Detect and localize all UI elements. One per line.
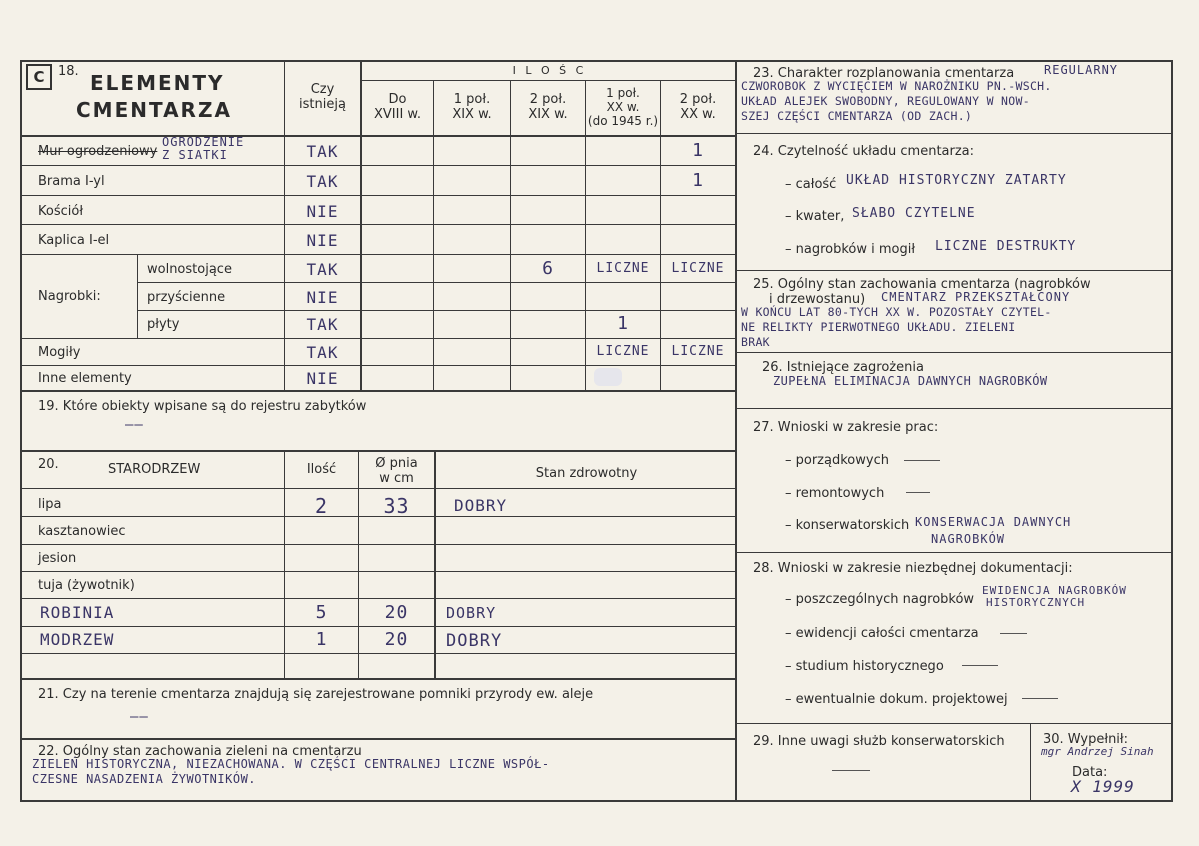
q28-ewidencji-dash xyxy=(1000,633,1027,634)
q24-kwater-label: – kwater, xyxy=(785,209,845,224)
row-wolnostojace-2xix: 6 xyxy=(542,258,554,279)
q28-question: 28. Wnioski w zakresie niezbędnej dokumentacji: xyxy=(753,561,1073,576)
q22-answer: ZIELEŃ HISTORYCZNA, NIEZACHOWANA. W CZĘŚCI CENTRALNEJ LICZNE WSPÓŁ- CZESNE NASADZENIA ŻYWOTNIKÓW. xyxy=(32,757,550,786)
row-mur-2xx: 1 xyxy=(692,140,704,161)
nagrobki-label: Nagrobki: xyxy=(38,289,101,304)
q24-kwater-answer: SŁABO CZYTELNE xyxy=(852,206,976,221)
q25-answer-first: CMENTARZ PRZEKSZTAŁCONY xyxy=(881,290,1071,304)
q21-question: 21. Czy na terenie cmentarza znajdują się zarejestrowane pomniki przyrody ew. aleje xyxy=(38,687,594,702)
q27-porzadkowych: – porządkowych xyxy=(785,453,889,468)
row-mogily-label: Mogiły xyxy=(38,345,81,360)
row-inne-czy: NIE xyxy=(306,369,339,388)
q30-signature: mgr Andrzej Sinah xyxy=(1041,745,1154,758)
q28-ewidencji: – ewidencji całości cmentarza xyxy=(785,626,979,641)
q24-calosc-label: – całość xyxy=(785,177,837,192)
tree-robinia-name: ROBINIA xyxy=(40,603,115,622)
data-label: Data: xyxy=(1072,765,1108,780)
paper-stain xyxy=(594,368,622,386)
q24-question: 24. Czytelność układu cmentarza: xyxy=(753,144,975,159)
col-czy-header: Czy istnieją xyxy=(299,82,346,112)
row-brama-czy: TAK xyxy=(306,172,339,191)
q26-question: 26. Istniejące zagrożenia xyxy=(762,360,924,375)
q22-question: 22. Ogólny stan zachowania zieleni na cmentarzu xyxy=(38,744,362,759)
q24-nagrobkow-label: – nagrobków i mogił xyxy=(785,242,916,257)
q26-answer: ZUPEŁNA ELIMINACJA DAWNYCH NAGROBKÓW xyxy=(773,374,1048,388)
q19-answer: —— xyxy=(125,417,144,433)
row-mogily-1xx: LICZNE xyxy=(596,344,650,359)
tree-lipa-qty: 2 xyxy=(314,494,329,518)
q28-studium: – studium historycznego xyxy=(785,659,944,674)
row-przyscienne-czy: NIE xyxy=(306,288,339,307)
q27-porzadkowych-dash xyxy=(904,460,940,461)
ilosc-header: I L O Ś C xyxy=(512,64,587,77)
q23-answer-rest: CZWOROBOK Z WYCIĘCIEM W NAROŻNIKU PN.-WSCH. UKŁAD ALEJEK SWOBODNY, REGULOWANY W NOW- SZEJ CZĘŚCI CMENTARZA (OD ZACH.) xyxy=(741,79,1052,123)
row-wolnostojace-czy: TAK xyxy=(306,260,339,279)
data-value: X 1999 xyxy=(1071,777,1135,796)
q27-konserwatorskich-answer: KONSERWACJA DAWNYCH NAGROBKÓW xyxy=(915,515,1072,546)
q23-question: 23. Charakter rozplanowania cmentarza xyxy=(753,66,1015,81)
tree-modrzew-diam: 20 xyxy=(384,629,409,650)
row-brama-label: Brama I-yl xyxy=(38,174,105,189)
row-kosciol-czy: NIE xyxy=(306,202,339,221)
tree-robinia-qty: 5 xyxy=(315,602,328,623)
q20-number: 20. xyxy=(38,457,59,472)
row-wolnostojace-label: wolnostojące xyxy=(147,262,232,277)
row-plyty-1xx: 1 xyxy=(617,313,629,334)
q19-question: 19. Które obiekty wpisane są do rejestru zabytków xyxy=(38,399,367,414)
row-wolnostojace-1xx: LICZNE xyxy=(596,261,650,276)
row-mur-hw-label: OGRODZENIE Z SIATKI xyxy=(162,135,245,162)
q23-answer-first: REGULARNY xyxy=(1044,63,1119,77)
row-plyty-label: płyty xyxy=(147,317,180,332)
row-przyscienne-label: przyścienne xyxy=(147,290,226,305)
q18-number: 18. xyxy=(58,64,79,79)
q29-dash xyxy=(832,770,870,771)
q28-projektowej-dash xyxy=(1022,698,1058,699)
q27-remontowych: – remontowych xyxy=(785,486,885,501)
tree-lipa-diam: 33 xyxy=(383,494,410,518)
tree-lipa-state: DOBRY xyxy=(454,496,508,515)
title-line2: CMENTARZA xyxy=(76,98,232,122)
q25-answer-rest: W KOŃCU LAT 80-TYCH XX W. POZOSTAŁY CZYTEL- NE RELIKTY PIERWOTNEGO UKŁADU. ZIELENI BRAK xyxy=(741,305,1052,349)
row-mur-czy: TAK xyxy=(306,142,339,161)
q24-nagrobkow-answer: LICZNE DESTRUKTY xyxy=(935,239,1077,254)
q27-remontowych-dash xyxy=(906,492,930,493)
q28-poszczegolnych: – poszczególnych nagrobków xyxy=(785,592,975,607)
tree-tuja-name: tuja (żywotnik) xyxy=(38,578,135,593)
tree-lipa-name: lipa xyxy=(38,497,62,512)
tree-modrzew-state: DOBRY xyxy=(446,631,503,651)
row-brama-2xx: 1 xyxy=(692,170,704,191)
q30-question: 30. Wypełnił: xyxy=(1043,732,1128,747)
row-wolnostojace-2xx: LICZNE xyxy=(671,261,725,276)
ilosc-col-header: Ilość xyxy=(306,462,337,477)
tree-robinia-state: DOBRY xyxy=(446,604,497,622)
q27-konserwatorskich: – konserwatorskich xyxy=(785,518,910,533)
col-1-xix: 1 poł. XIX w. xyxy=(452,92,492,122)
q28-projektowej: – ewentualnie dokum. projektowej xyxy=(785,692,1008,707)
stan-col-header: Stan zdrowotny xyxy=(535,466,638,481)
row-plyty-czy: TAK xyxy=(306,315,339,334)
tree-modrzew-name: MODRZEW xyxy=(40,630,115,649)
tree-robinia-diam: 20 xyxy=(384,602,409,623)
q24-calosc-answer: UKŁAD HISTORYCZNY ZATARTY xyxy=(846,173,1067,188)
section-letter: C xyxy=(33,68,45,86)
tree-jesion-name: jesion xyxy=(38,551,77,566)
row-inne-label: Inne elementy xyxy=(38,371,132,386)
row-kaplica-label: Kaplica I-el xyxy=(38,233,110,248)
col-1-xx: 1 poł. XX w. (do 1945 r.) xyxy=(587,86,659,128)
q28-studium-dash xyxy=(962,665,998,666)
q25-question: 25. Ogólny stan zachowania cmentarza (nagrobków i drzewostanu) xyxy=(753,277,1091,307)
row-mogily-czy: TAK xyxy=(306,343,339,362)
col-2-xx: 2 poł. XX w. xyxy=(679,92,717,122)
q28-poszczegolnych-answer: EWIDENCJA NAGROBKÓW HISTORYCZNYCH xyxy=(982,584,1127,609)
col-do-xviii: Do XVIII w. xyxy=(373,92,421,122)
q29-question: 29. Inne uwagi służb konserwatorskich xyxy=(753,734,1005,749)
col-2-xix: 2 poł. XIX w. xyxy=(528,92,568,122)
row-mur-label: Mur ogrodzeniowy xyxy=(38,144,158,159)
q21-answer: —— xyxy=(130,709,149,725)
starodrzew-header: STARODRZEW xyxy=(108,462,201,477)
fi-col-header: Ø pnia w cm xyxy=(375,456,418,486)
title-line1: ELEMENTY xyxy=(90,71,225,95)
q27-question: 27. Wnioski w zakresie prac: xyxy=(753,420,939,435)
row-kosciol-label: Kościół xyxy=(38,204,84,219)
row-mogily-2xx: LICZNE xyxy=(671,344,725,359)
tree-kasztanowiec-name: kasztanowiec xyxy=(38,524,126,539)
row-kaplica-czy: NIE xyxy=(306,231,339,250)
tree-modrzew-qty: 1 xyxy=(315,629,328,650)
section-letter-box xyxy=(26,64,52,90)
